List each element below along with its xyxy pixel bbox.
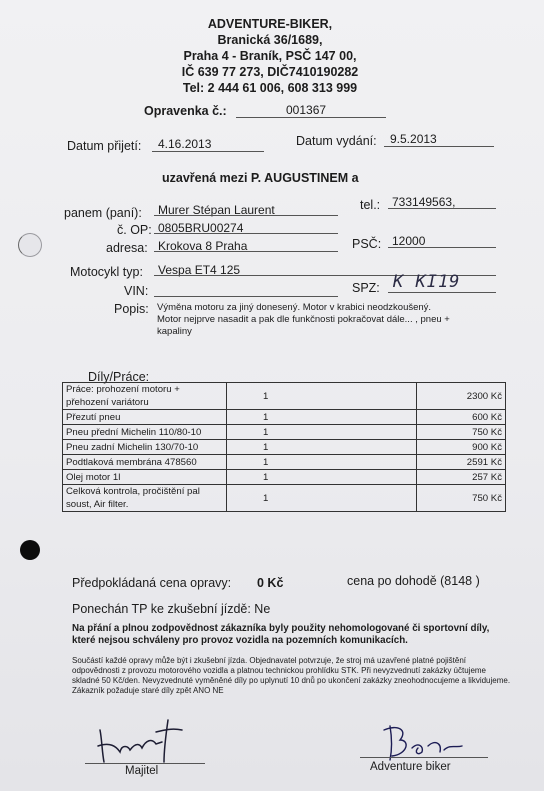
part-description: Pneu přední Michelin 110/80-10 bbox=[63, 425, 227, 440]
customer-responsibility-line: Na přání a plnou zodpovědnost zákazníka byly použity nehomologované či sportovní díly, bbox=[72, 623, 490, 634]
table-row bbox=[63, 455, 506, 470]
part-price: 750 Kč bbox=[417, 425, 506, 440]
customer-op: 0805BRU00274 bbox=[158, 221, 244, 235]
description-line: kapaliny bbox=[157, 326, 192, 337]
part-price: 900 Kč bbox=[417, 440, 506, 455]
customer-address-label: adresa: bbox=[106, 241, 148, 255]
order-number-label: Opravenka č.: bbox=[144, 104, 227, 118]
part-description: Pneu zadní Michelin 130/70-10 bbox=[63, 440, 227, 455]
fine-print-line: odpovědnosti z provozu motorového vozidla a platnou technickou prohlídku STK. Při nevyzvednutí zakázky účtujeme bbox=[72, 666, 487, 675]
company-ids: IČ 639 77 273, DIČ7410190282 bbox=[181, 65, 359, 79]
part-price: 2300 Kč bbox=[417, 383, 506, 410]
test-ride-tp: Ponechán TP ke zkušební jízdě: Ne bbox=[72, 602, 271, 616]
part-price: 600 Kč bbox=[417, 410, 506, 425]
part-price: 2591 Kč bbox=[417, 455, 506, 470]
company-header bbox=[120, 16, 420, 96]
punch-hole bbox=[20, 540, 40, 560]
fine-print-line: Součástí každé opravy může být i zkušební jízda. Objednavatel potvrzuje, že stroj má uzavřené platné pojištění bbox=[72, 656, 466, 665]
customer-name: Murer Stépan Laurent bbox=[158, 203, 275, 217]
part-quantity: 1 bbox=[227, 383, 417, 410]
mechanic-signature-line bbox=[360, 757, 488, 758]
issued-date-underline bbox=[384, 146, 494, 147]
customer-responsibility-line: které nejsou schváleny pro provoz vozidla na pozemních komunikacích. bbox=[72, 635, 408, 646]
part-price: 750 Kč bbox=[417, 485, 506, 512]
received-date-label: Datum přijetí: bbox=[67, 139, 142, 153]
spz-label: SPZ: bbox=[352, 281, 380, 295]
contract-line: uzavřená mezi P. AUGUSTINEM a bbox=[162, 171, 359, 185]
table-row bbox=[63, 410, 506, 425]
part-quantity: 1 bbox=[227, 455, 417, 470]
vin-underline bbox=[154, 296, 338, 297]
owner-signature-line bbox=[85, 763, 205, 764]
table-row bbox=[63, 440, 506, 455]
fine-print-line: Zákazník požaduje staré díly zpět ANO NE bbox=[72, 686, 224, 695]
part-description: Celková kontrola, pročištění pal soust, Air filter. bbox=[63, 485, 227, 512]
customer-psc-underline bbox=[388, 247, 496, 248]
part-quantity: 1 bbox=[227, 425, 417, 440]
mechanic-label: Adventure biker bbox=[370, 761, 451, 773]
punch-hole bbox=[18, 233, 42, 257]
vehicle-type: Vespa ET4 125 bbox=[158, 263, 241, 277]
customer-tel-underline bbox=[388, 208, 496, 209]
description-text bbox=[157, 302, 497, 338]
customer-tel-label: tel.: bbox=[360, 198, 381, 212]
estimate-label: Předpokládaná cena opravy: bbox=[72, 576, 232, 590]
company-phones: Tel: 2 444 61 006, 608 313 999 bbox=[182, 81, 358, 95]
fine-print bbox=[72, 656, 510, 696]
customer-op-label: č. OP: bbox=[117, 223, 152, 237]
received-date: 4.16.2013 bbox=[158, 137, 212, 151]
part-description: Olej motor 1l bbox=[63, 470, 227, 485]
customer-name-label: panem (paní): bbox=[64, 206, 142, 220]
customer-psc: 12000 bbox=[392, 234, 426, 248]
customer-op-underline bbox=[154, 233, 338, 234]
company-city: Praha 4 - Braník, PSČ 147 00, bbox=[183, 49, 357, 63]
part-description: Přezutí pneu bbox=[63, 410, 227, 425]
issued-date: 9.5.2013 bbox=[390, 132, 437, 146]
spz-underline bbox=[388, 292, 496, 293]
owner-label: Majitel bbox=[125, 765, 159, 777]
company-name: ADVENTURE-BIKER, bbox=[207, 17, 333, 31]
customer-tel: 733149563, bbox=[392, 195, 456, 209]
company-street: Branická 36/1689, bbox=[217, 33, 323, 47]
table-row bbox=[63, 485, 506, 512]
part-quantity: 1 bbox=[227, 485, 417, 512]
description-line: Motor nejprve nasadit a pak dle funkčnosti pokračovat dále... , pneu + bbox=[157, 314, 450, 325]
table-row bbox=[63, 383, 506, 410]
customer-name-underline bbox=[154, 215, 338, 216]
parts-table bbox=[62, 382, 506, 512]
order-number-underline bbox=[236, 117, 386, 118]
part-quantity: 1 bbox=[227, 440, 417, 455]
order-number: 001367 bbox=[286, 103, 327, 117]
agreed-price: cena po dohodě (8148 ) bbox=[347, 574, 480, 588]
issued-date-label: Datum vydání: bbox=[296, 134, 377, 148]
description-label: Popis: bbox=[114, 302, 149, 316]
customer-psc-label: PSČ: bbox=[352, 237, 382, 251]
customer-address: Krokova 8 Praha bbox=[158, 239, 248, 253]
customer-address-underline bbox=[154, 251, 338, 252]
description-line: Výměna motoru za jiný donesený. Motor v krabici neodzkoušený. bbox=[157, 302, 432, 313]
part-quantity: 1 bbox=[227, 410, 417, 425]
owner-signature bbox=[90, 712, 200, 768]
estimate-value: 0 Kč bbox=[257, 576, 284, 590]
customer-responsibility bbox=[72, 623, 489, 647]
fine-print-line: skladné 50 Kč/den. Nevyzvednuté vyměněné díly po uplynutí 10 dnů po ukončení zakázky zneohodnocujeme a likvidujeme. bbox=[72, 676, 511, 685]
table-row bbox=[63, 470, 506, 485]
vehicle-type-label: Motocykl typ: bbox=[70, 265, 143, 279]
received-date-underline bbox=[152, 151, 264, 152]
part-description: Práce: prohození motoru + přehození variátoru bbox=[63, 383, 227, 410]
spz-value-handwritten: K KI19 bbox=[393, 272, 461, 292]
table-row bbox=[63, 425, 506, 440]
vin-label: VIN: bbox=[124, 284, 149, 298]
part-description: Podtlaková membrána 478560 bbox=[63, 455, 227, 470]
part-price: 257 Kč bbox=[417, 470, 506, 485]
part-quantity: 1 bbox=[227, 470, 417, 485]
parts-title: Díly/Práce: bbox=[88, 370, 150, 384]
